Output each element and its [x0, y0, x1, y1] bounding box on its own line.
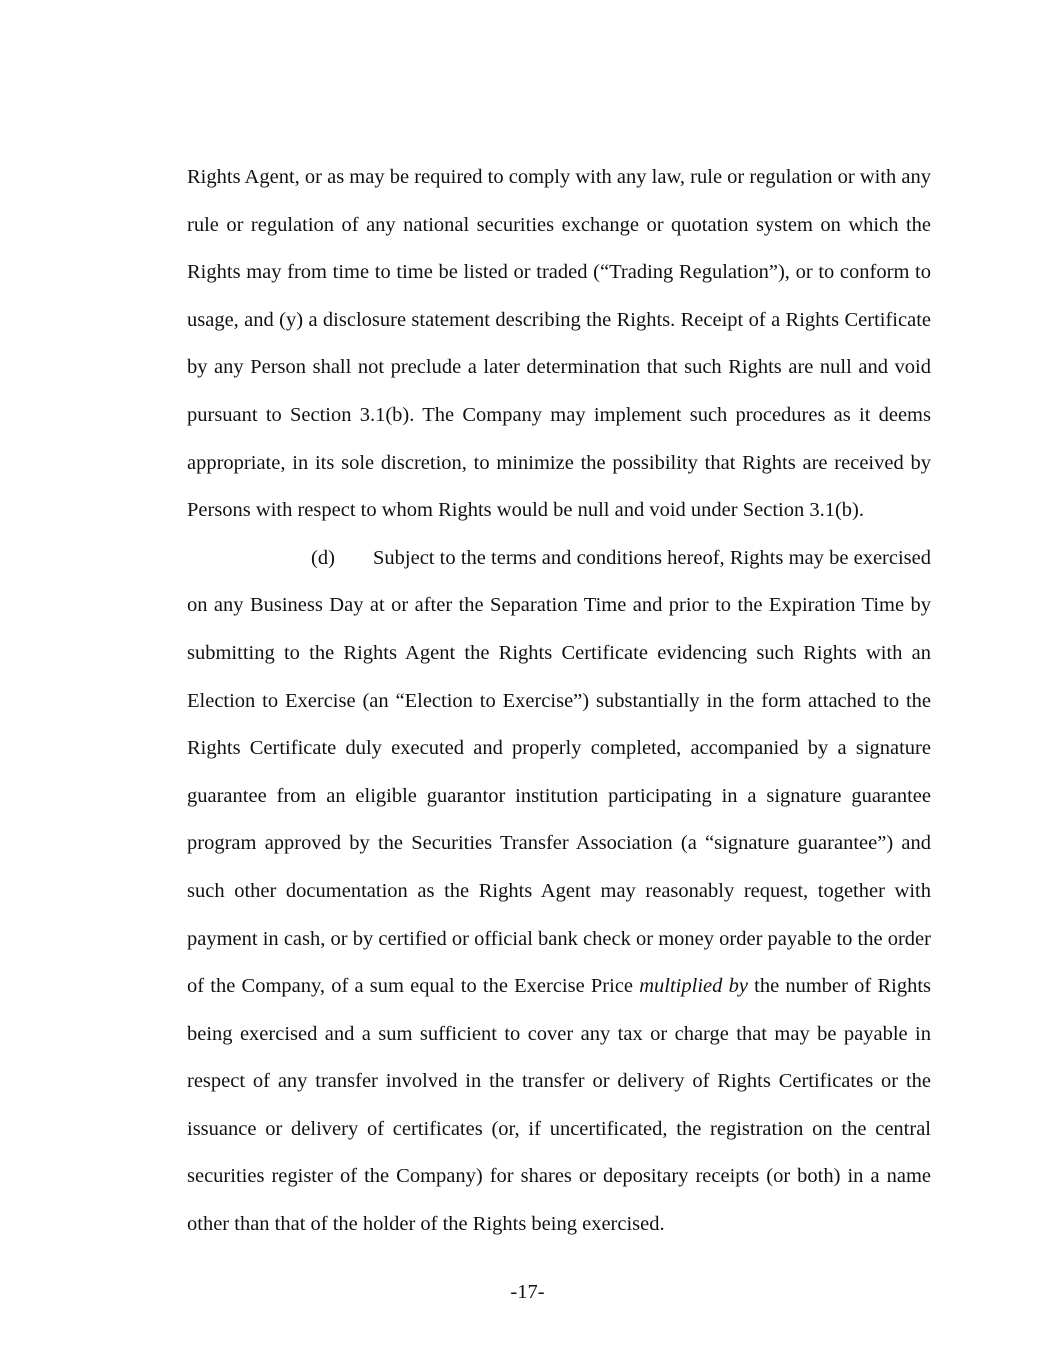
paragraph-d-label: (d) — [311, 546, 335, 569]
paragraph-d-text-end: the number of Rights being exercised and a sum sufficient to cover any tax or charge that may be payable in respect of any transfer involved in the transfer or delivery of Rights Certificates or the issuance or delivery of certificates (or, if uncertificated, the registration on the central securities register of the Company) for shares or depositary receipts (or both) in a name other than that of the holder of the Rights being exercised. — [187, 975, 931, 1236]
page-number: -17- — [510, 1281, 545, 1303]
paragraph-d-italic-phrase: multiplied by — [639, 975, 748, 998]
document-body — [187, 154, 931, 1249]
paragraph-d-text-start: Subject to the terms and conditions hereof, Rights may be exercised on any Business Day at or after the Separation Time and prior to the Expiration Time by submitting to the Rights Agent the Rights Certificate evidencing such Rights with an Election to Exercise (an “Election to Exercise”) substantially in the form attached to the Rights Certificate duly executed and properly completed, accompanied by a signature guarantee from an eligible guarantor institution participating in a signature guarantee program approved by the Securities Transfer Association (a “signature guarantee”) and such other documentation as the Rights Agent may reasonably request, together with payment in cash, or by certified or official bank check or money order payable to the order of the Company, of a sum equal to the Exercise Price — [187, 546, 931, 998]
paragraph-continued: Rights Agent, or as may be required to comply with any law, rule or regulation or with any rule or regulation of any national securities exchange or quotation system on which the Rights may from time to time be listed or traded (“Trading Regulation”), or to conform to usage, and (y) a disclosure statement describing the Rights. Receipt of a Rights Certificate by any Person shall not preclude a later determination that such Rights are null and void pursuant to Section 3.1(b). The Company may implement such procedures as it deems appropriate, in its sole discretion, to minimize the possibility that Rights are received by Persons with respect to whom Rights would be null and void under Section 3.1(b). — [187, 166, 931, 522]
paragraph-d — [187, 535, 931, 1249]
